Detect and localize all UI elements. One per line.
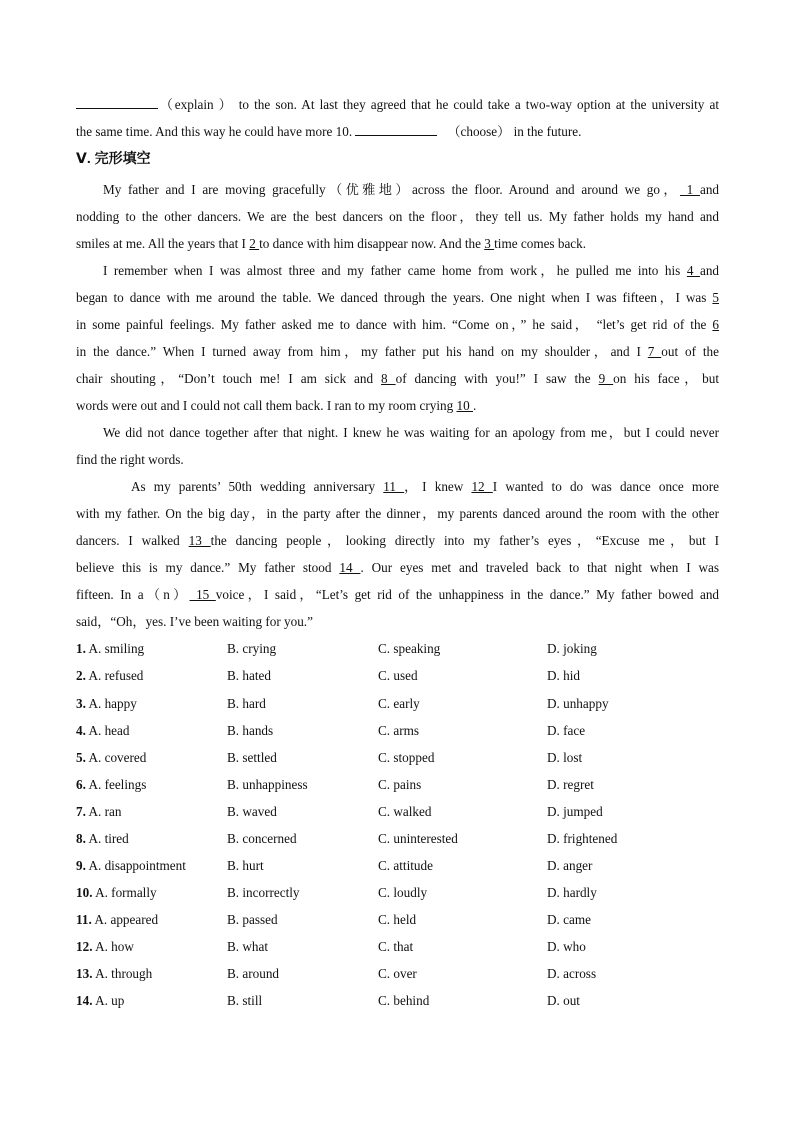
passage-line: I remember when I was almost three and my father came home from work，he pulled me into his 4 and [103,263,720,278]
passage-line: smiles at me. All the years that I 2 to dance with him disappear now. And the 3 time comes back. [76,236,587,251]
blank-13[interactable]: 13 [188,533,211,548]
options-row: 14. A. up B. still C. behind D. out [76,993,580,1008]
blank-12[interactable]: 12 [471,479,493,494]
section-title: Ⅴ. 完形填空 [76,150,151,166]
blank-1[interactable]: 1 [679,182,700,197]
options-row: 9. A. disappointment B. hurt C. attitude D. anger [76,858,593,873]
prev-line-1: （explain ） to the son. At last they agreed that he could take a two-way option at the university at [76,95,719,114]
options-row: 6. A. feelings B. unhappiness C. pains D. regret [76,777,594,792]
passage-line: began to dance with me around the table. We danced through the years. One night when I was fifteen，I was 5 [76,290,719,305]
options-row: 12. A. how B. what C. that D. who [76,939,586,954]
passage-line: in some painful feelings. My father asked me to dance with him. “Come on，” he said， “let’s get rid of the 6 [76,317,719,332]
passage-line: As my parents’ 50th wedding anniversary 11 ，I knew 12 I wanted to do was dance once more [131,479,719,494]
options-row: 4. A. head B. hands C. arms D. face [76,723,586,738]
options-row: 8. A. tired B. concerned C. uninterested D. frightened [76,831,618,846]
blank-15[interactable]: 15 [189,587,216,602]
options-row: 7. A. ran B. waved C. walked D. jumped [76,804,603,819]
options-row: 11. A. appeared B. passed C. held D. came [76,912,591,927]
answer-blank[interactable] [76,95,158,109]
blank-6[interactable]: 6 [712,317,719,332]
passage-line: with my father. On the big day，in the party after the dinner，my parents danced around the room with the other [76,506,719,521]
options-row: 1. A. smiling B. crying C. speaking D. joking [76,641,597,656]
blank-7[interactable]: 7 [647,344,662,359]
passage-line: chair shouting，“Don’t touch me! I am sick and 8 of dancing with you!” I saw the 9 on his face，but [76,371,719,386]
options-row: 5. A. covered B. settled C. stopped D. lost [76,750,583,765]
passage-line: find the right words. [76,452,184,467]
passage-line: dancers. I walked 13 the dancing people，looking directly into my father’s eyes，“Excuse me，but I [76,533,720,548]
options-row: 3. A. happy B. hard C. early D. unhappy [76,696,609,711]
prev-line-2: the same time. And this way he could have more 10. （choose） in the future. [76,124,582,139]
passage-line: My father and I are moving gracefully（优雅地）across the floor. Around and around we go， 1 and [103,182,720,197]
passage-line: believe this is my dance.” My father stood 14 . Our eyes met and traveled back to that night when I was [76,560,720,575]
passage-line: nodding to the other dancers. We are the best dancers on the floor，they tell us. My father holds my hand and [76,209,719,224]
blank-8[interactable]: 8 [381,371,396,386]
blank-9[interactable]: 9 [598,371,614,386]
blank-5[interactable]: 5 [712,290,719,305]
options-row: 2. A. refused B. hated C. used D. hid [76,668,580,683]
passage-line: We did not dance together after that night. I knew he was waiting for an apology from me，but I could never [103,425,719,440]
passage-line: in the dance.” When I turned away from him，my father put his hand on my shoulder，and I 7 out of the [76,344,719,359]
options-row: 13. A. through B. around C. over D. across [76,966,597,981]
blank-2[interactable]: 2 [249,236,260,251]
blank-14[interactable]: 14 [339,560,361,575]
blank-4[interactable]: 4 [686,263,700,278]
passage-line: fifteen. In a（n） 15 voice，I said，“Let’s get rid of the unhappiness in the dance.” My father bowed and [76,587,720,602]
blank-10[interactable]: 10 [456,398,473,413]
passage-line: words were out and I could not call them back. I ran to my room crying 10 . [76,398,477,413]
passage-line: said，“Oh，yes. I’ve been waiting for you.” [76,614,313,629]
blank-3[interactable]: 3 [484,236,495,251]
blank-11[interactable]: 11 [383,479,405,494]
options-row: 10. A. formally B. incorrectly C. loudly D. hardly [76,885,597,900]
answer-blank[interactable] [355,122,437,136]
